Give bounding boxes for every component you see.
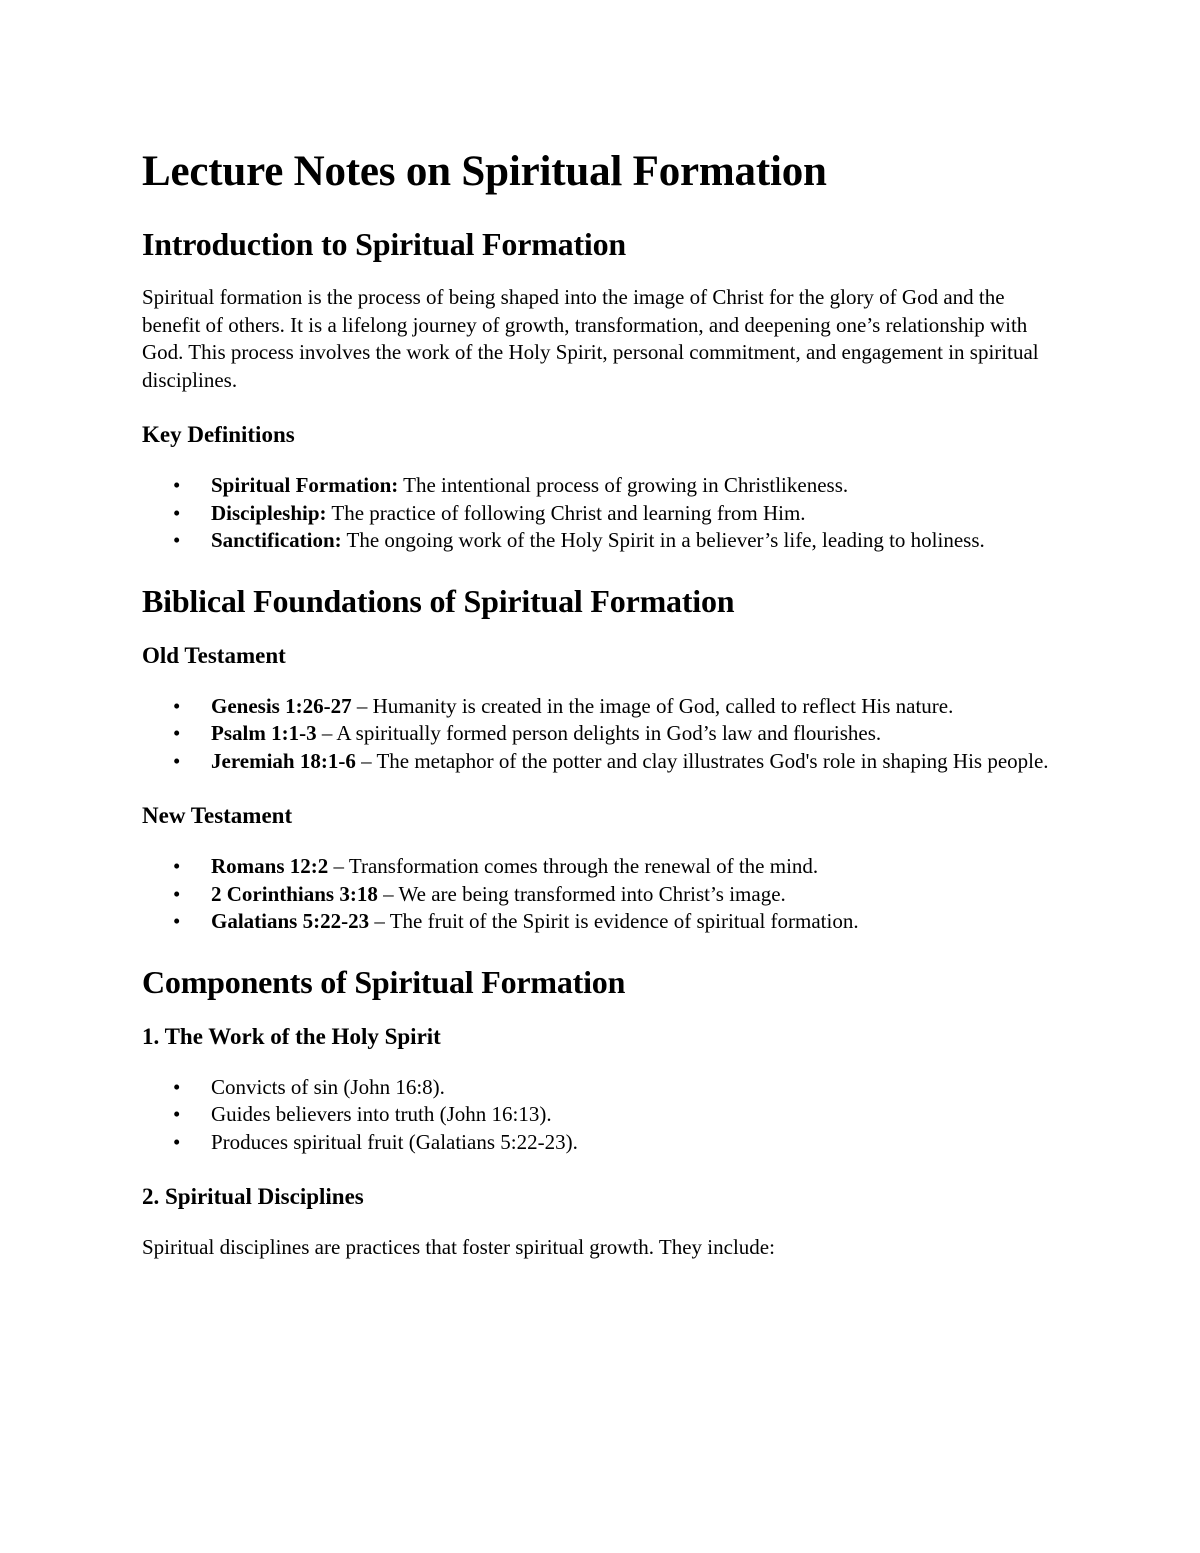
list-item	[142, 908, 1062, 936]
disciplines-paragraph: Spiritual disciplines are practices that foster spiritual growth. They include:	[142, 1235, 775, 1259]
subheading-holy-spirit: 1. The Work of the Holy Spirit	[142, 1023, 441, 1049]
scripture-text: – The metaphor of the potter and clay illustrates God's role in shaping His people.	[355, 748, 1049, 773]
section-biblical-foundations	[142, 581, 1062, 936]
definition-term: Spiritual Formation:	[211, 473, 399, 497]
document-title: Lecture Notes on Spiritual Formation	[142, 148, 827, 195]
list-item	[142, 1101, 1062, 1129]
list-item-text: Guides believers into truth (John 16:13).	[211, 1102, 552, 1126]
old-testament-list	[142, 693, 1062, 776]
definition-text: The intentional process of growing in Christlikeness.	[398, 473, 849, 497]
scripture-text: – A spiritually formed person delights in God’s law and flourishes.	[316, 721, 882, 745]
scripture-text: – We are being transformed into Christ’s image.	[377, 881, 786, 906]
bullet-icon: •	[173, 748, 181, 773]
scripture-text: – Humanity is created in the image of God, called to reflect His nature.	[351, 693, 954, 718]
bullet-icon: •	[173, 1074, 181, 1099]
key-definitions-list	[142, 472, 1062, 555]
section-heading-components: Components of Spiritual Formation	[142, 963, 626, 1000]
definition-text: The ongoing work of the Holy Spirit in a believer’s life, leading to holiness.	[341, 528, 985, 552]
subheading-spiritual-disciplines: 2. Spiritual Disciplines	[142, 1184, 364, 1209]
bullet-icon: •	[173, 528, 181, 552]
list-item	[142, 1074, 1062, 1102]
scripture-text: – Transformation comes through the renewal of the mind.	[328, 854, 819, 878]
intro-paragraph: Spiritual formation is the process of being shaped into the image of Christ for the glory of God and the benefit of others. It is a lifelong journey of growth, transformation, and deepening one’s relationship with God. This process involves the work of the Holy Spirit, personal commitment, and engagement in spiritual disciplines.	[142, 285, 1039, 392]
subheading-old-testament: Old Testament	[142, 642, 286, 668]
subheading-new-testament: New Testament	[142, 803, 293, 828]
bullet-icon: •	[173, 854, 181, 878]
bullet-icon: •	[173, 881, 181, 906]
definition-term: Sanctification:	[211, 528, 342, 552]
holy-spirit-list	[142, 1074, 1062, 1157]
list-item	[142, 500, 1062, 528]
scripture-reference: Galatians 5:22-23	[211, 909, 370, 933]
scripture-reference: Romans 12:2	[211, 854, 329, 878]
scripture-reference: Genesis 1:26-27	[211, 693, 352, 718]
section-introduction	[142, 224, 1062, 555]
scripture-reference: Jeremiah 18:1-6	[211, 748, 356, 773]
definition-text: The practice of following Christ and learning from Him.	[326, 500, 806, 525]
bullet-icon: •	[173, 473, 181, 497]
subheading-key-definitions: Key Definitions	[142, 422, 295, 447]
bullet-icon: •	[173, 909, 181, 933]
scripture-text: – The fruit of the Spirit is evidence of spiritual formation.	[369, 909, 859, 933]
list-item	[142, 748, 1062, 776]
bullet-icon: •	[173, 721, 181, 745]
list-item	[142, 693, 1062, 721]
section-components	[142, 962, 1062, 1262]
list-item	[142, 720, 1062, 748]
section-heading-biblical: Biblical Foundations of Spiritual Formation	[142, 582, 735, 619]
definition-term: Discipleship:	[211, 500, 327, 525]
bullet-icon: •	[173, 693, 181, 718]
bullet-icon: •	[173, 500, 181, 525]
list-item	[142, 527, 1062, 555]
list-item	[142, 881, 1062, 909]
list-item	[142, 472, 1062, 500]
document-page	[142, 146, 1062, 1288]
list-item-text: Convicts of sin (John 16:8).	[211, 1074, 445, 1099]
bullet-icon: •	[173, 1129, 181, 1154]
scripture-reference: Psalm 1:1-3	[211, 721, 317, 745]
scripture-reference: 2 Corinthians 3:18	[211, 881, 378, 906]
list-item	[142, 1129, 1062, 1157]
new-testament-list	[142, 853, 1062, 936]
list-item-text: Produces spiritual fruit (Galatians 5:22-23).	[211, 1129, 578, 1154]
list-item	[142, 853, 1062, 881]
bullet-icon: •	[173, 1102, 181, 1126]
section-heading-introduction: Introduction to Spiritual Formation	[142, 226, 627, 262]
